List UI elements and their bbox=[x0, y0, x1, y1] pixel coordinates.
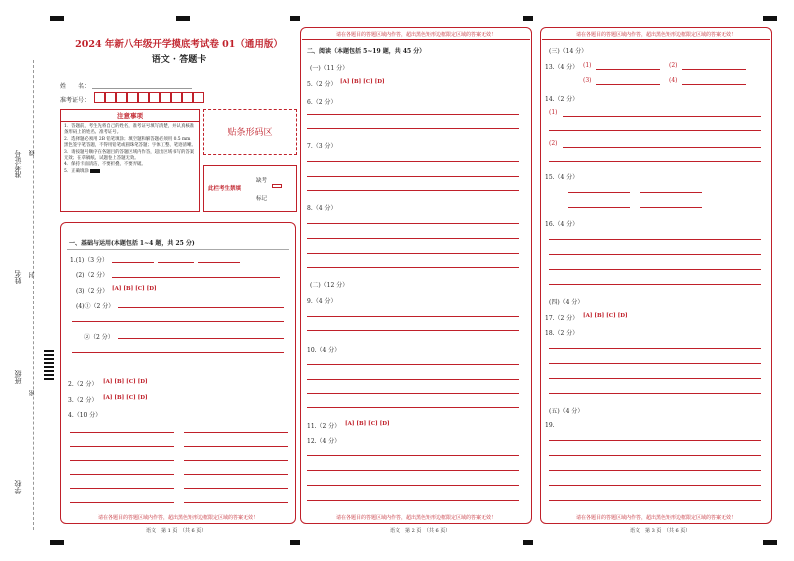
answer-line[interactable] bbox=[72, 321, 284, 322]
notice-item: 4．保持卡面清洁，不要折叠、不要弄破。 bbox=[64, 162, 146, 168]
question-1-3: (3)（2 分） bbox=[76, 288, 109, 295]
registration-mark bbox=[763, 16, 777, 21]
absent-mark-label: 缺考 bbox=[256, 178, 268, 184]
registration-mark bbox=[50, 16, 64, 21]
answer-line[interactable] bbox=[307, 114, 519, 115]
registration-mark bbox=[290, 540, 300, 545]
cut-line bbox=[33, 60, 34, 530]
sidebar-school-label: 学校 bbox=[14, 480, 22, 494]
warning-text: 请在各题目的答题区域内作答，超出黑色矩形边框限定区域的答案无效！ bbox=[97, 515, 258, 521]
sidebar-id-label: 准考证号 bbox=[14, 150, 22, 178]
answer-line[interactable] bbox=[70, 474, 174, 475]
answer-line[interactable] bbox=[307, 253, 519, 254]
absent-box bbox=[203, 165, 297, 212]
answer-line[interactable] bbox=[198, 262, 240, 263]
answer-line[interactable] bbox=[549, 239, 761, 240]
answer-line[interactable] bbox=[307, 364, 519, 365]
answer-line[interactable] bbox=[549, 284, 761, 285]
question-14: 14.（2 分） bbox=[545, 96, 579, 103]
answer-line[interactable] bbox=[307, 470, 519, 471]
answer-line[interactable] bbox=[596, 84, 660, 85]
question-8: 8.（4 分） bbox=[307, 205, 337, 212]
exam-subtitle: 语文 · 答题卡 bbox=[151, 55, 207, 65]
answer-line[interactable] bbox=[307, 485, 519, 486]
choice-options[interactable]: [A] [B] [C] [D] bbox=[345, 421, 390, 427]
answer-line[interactable] bbox=[549, 363, 761, 364]
page-footer: 语文 第 1 页 （共 6 页） bbox=[146, 528, 207, 534]
sidebar-cut-label: 线 bbox=[29, 150, 36, 156]
exam-title: 2024 年新八年级开学摸底考试卷 01（通用版） bbox=[75, 39, 283, 50]
choice-options[interactable]: [A] [B] [C] [D] bbox=[583, 313, 628, 319]
name-field[interactable] bbox=[92, 88, 192, 89]
answer-line[interactable] bbox=[184, 460, 288, 461]
question-19: 19. bbox=[545, 422, 555, 429]
answer-line[interactable] bbox=[72, 352, 284, 353]
answer-line[interactable] bbox=[307, 407, 519, 408]
part-label: (1) bbox=[583, 62, 592, 69]
answer-line[interactable] bbox=[549, 455, 761, 456]
answer-line[interactable] bbox=[70, 502, 174, 503]
filled-sample-icon bbox=[90, 169, 100, 173]
subsection-heading: (一)（11 分） bbox=[310, 65, 349, 72]
answer-line[interactable] bbox=[307, 161, 519, 162]
answer-line[interactable] bbox=[307, 267, 519, 268]
answer-line[interactable] bbox=[549, 470, 761, 471]
choice-options[interactable]: [A] [B] [C] [D] bbox=[112, 286, 157, 292]
answer-line[interactable] bbox=[640, 207, 702, 208]
question-12: 12.（4 分） bbox=[307, 438, 341, 445]
divider bbox=[67, 249, 289, 250]
answer-line[interactable] bbox=[568, 207, 630, 208]
subsection-heading: (五)（4 分） bbox=[549, 408, 584, 415]
answer-line[interactable] bbox=[184, 488, 288, 489]
answer-line[interactable] bbox=[640, 192, 702, 193]
answer-line[interactable] bbox=[682, 69, 746, 70]
answer-line[interactable] bbox=[112, 277, 280, 278]
question-1-4-1: (4)①（2 分） bbox=[76, 303, 115, 310]
question-4: 4.（10 分） bbox=[68, 412, 102, 419]
notice-item: 5．正确填涂 bbox=[64, 168, 89, 174]
notice-item: 2．选择题必须用 2B 铅笔填涂；填空题和解答题必须用 0.5 mm 黑色签字笔答题，不得用铅笔或圆珠笔答题；字体工整、笔迹清晰。 bbox=[64, 136, 196, 149]
answer-line[interactable] bbox=[70, 446, 174, 447]
page-footer: 语文 第 2 页 （共 6 页） bbox=[390, 528, 451, 534]
answer-line[interactable] bbox=[184, 474, 288, 475]
warning-text: 请在各题目的答题区域内作答，超出黑色矩形边框限定区域的答案无效！ bbox=[335, 32, 496, 38]
answer-line[interactable] bbox=[307, 500, 519, 501]
choice-options[interactable]: [A] [B] [C] [D] bbox=[103, 379, 148, 385]
sidebar-name-label: 姓名 bbox=[14, 270, 22, 284]
subsection-heading: (三)（14 分） bbox=[549, 48, 588, 55]
answer-line[interactable] bbox=[549, 378, 761, 379]
question-16: 16.（4 分） bbox=[545, 221, 579, 228]
question-1-4-2: ②（2 分） bbox=[84, 334, 114, 341]
answer-line[interactable] bbox=[549, 130, 761, 131]
answer-line[interactable] bbox=[549, 254, 761, 255]
registration-mark bbox=[290, 16, 300, 21]
question-9: 9.（4 分） bbox=[307, 298, 337, 305]
answer-line[interactable] bbox=[549, 485, 761, 486]
question-18: 18.（2 分） bbox=[545, 330, 579, 337]
choice-options[interactable]: [A] [B] [C] [D] bbox=[103, 395, 148, 401]
answer-line[interactable] bbox=[307, 330, 519, 331]
answer-line[interactable] bbox=[307, 128, 519, 129]
registration-mark bbox=[176, 16, 190, 21]
answer-line[interactable] bbox=[563, 116, 761, 117]
answer-line[interactable] bbox=[112, 262, 154, 263]
question-1-2: (2)（2 分） bbox=[76, 272, 109, 279]
question-6: 6.（2 分） bbox=[307, 99, 337, 106]
answer-line[interactable] bbox=[549, 440, 761, 441]
answer-line[interactable] bbox=[549, 269, 761, 270]
sidebar-cut-label: 密 bbox=[29, 390, 36, 396]
question-13: 13.（4 分） bbox=[545, 64, 579, 71]
answer-line[interactable] bbox=[307, 379, 519, 380]
answer-line[interactable] bbox=[307, 223, 519, 224]
section-heading: 二、阅读（本题包括 5~19 题，共 45 分） bbox=[307, 48, 426, 55]
answer-line[interactable] bbox=[307, 190, 519, 191]
question-11: 11.（2 分） bbox=[307, 423, 341, 430]
registration-mark bbox=[763, 540, 777, 545]
section-heading: 一、基础与运用(本题包括 1~4 题，共 25 分) bbox=[69, 240, 195, 247]
answer-line[interactable] bbox=[549, 393, 761, 394]
answer-line[interactable] bbox=[549, 500, 761, 501]
divider bbox=[542, 39, 770, 40]
answer-panel-1 bbox=[60, 222, 296, 524]
notice-title: 注意事项 bbox=[61, 110, 199, 122]
subsection-heading: (二)（12 分） bbox=[310, 282, 349, 289]
answer-line[interactable] bbox=[307, 455, 519, 456]
question-5: 5.（2 分） bbox=[307, 81, 337, 88]
barcode-area bbox=[203, 109, 297, 155]
question-15: 15.（4 分） bbox=[545, 174, 579, 181]
registration-mark bbox=[523, 16, 533, 21]
answer-line[interactable] bbox=[184, 502, 288, 503]
registration-mark bbox=[523, 540, 533, 545]
barcode-label: 贴条形码区 bbox=[227, 128, 273, 138]
answer-line[interactable] bbox=[563, 147, 761, 148]
timing-marks bbox=[44, 350, 54, 382]
answer-line[interactable] bbox=[596, 69, 660, 70]
part-label: (4) bbox=[669, 77, 678, 84]
page-footer: 语文 第 3 页 （共 6 页） bbox=[630, 528, 691, 534]
answer-line[interactable] bbox=[682, 84, 746, 85]
answer-line[interactable] bbox=[70, 488, 174, 489]
warning-text: 请在各题目的答题区域内作答，超出黑色矩形边框限定区域的答案无效！ bbox=[575, 32, 736, 38]
answer-line[interactable] bbox=[307, 393, 519, 394]
choice-options[interactable]: [A] [B] [C] [D] bbox=[340, 79, 385, 85]
registration-mark bbox=[50, 540, 64, 545]
answer-line[interactable] bbox=[307, 176, 519, 177]
absent-mark-label: 标记 bbox=[256, 196, 268, 202]
id-label: 准考证号： bbox=[60, 97, 91, 104]
answer-line[interactable] bbox=[568, 192, 630, 193]
answer-line[interactable] bbox=[118, 338, 284, 339]
answer-line[interactable] bbox=[118, 307, 284, 308]
question-1-1: 1.(1)（3 分） bbox=[70, 257, 108, 264]
question-7: 7.（3 分） bbox=[307, 143, 337, 150]
part-label: (2) bbox=[669, 62, 678, 69]
answer-line[interactable] bbox=[307, 238, 519, 239]
answer-line[interactable] bbox=[549, 348, 761, 349]
sidebar-class-label: 班级 bbox=[14, 370, 22, 384]
answer-line[interactable] bbox=[549, 161, 761, 162]
answer-line[interactable] bbox=[184, 432, 288, 433]
answer-line[interactable] bbox=[184, 446, 288, 447]
notice-box bbox=[60, 109, 200, 212]
answer-line[interactable] bbox=[70, 460, 174, 461]
warning-text: 请在各题目的答题区域内作答，超出黑色矩形边框限定区域的答案无效！ bbox=[335, 515, 496, 521]
answer-line[interactable] bbox=[158, 262, 194, 263]
question-17: 17.（2 分） bbox=[545, 315, 579, 322]
part-label: (2) bbox=[549, 140, 558, 147]
answer-line[interactable] bbox=[70, 432, 174, 433]
subsection-heading: (四)（4 分） bbox=[549, 299, 584, 306]
question-2: 2.（2 分） bbox=[68, 381, 98, 388]
question-3: 3.（2 分） bbox=[68, 397, 98, 404]
absent-checkbox[interactable] bbox=[272, 184, 282, 188]
part-label: (1) bbox=[549, 109, 558, 116]
part-label: (3) bbox=[583, 77, 592, 84]
notice-item: 1．答题前，考生先将自己的姓名，准考证号填写清楚，并认真核准条形码上的姓名、准考证号。 bbox=[64, 124, 195, 136]
notice-item: 3．请按题号顺序在各题目的答题区域内作答，超出区域书写的答案无效；在草稿纸、试题卷上答题无效。 bbox=[64, 149, 195, 162]
name-label: 姓 名： bbox=[60, 83, 91, 90]
warning-text: 请在各题目的答题区域内作答，超出黑色矩形边框限定区域的答案无效！ bbox=[575, 515, 736, 521]
answer-line[interactable] bbox=[307, 316, 519, 317]
divider bbox=[302, 39, 530, 40]
question-10: 10.（4 分） bbox=[307, 347, 341, 354]
sidebar-cut-label: 封 bbox=[29, 272, 36, 278]
absent-label: 此栏考生禁填 bbox=[208, 186, 242, 192]
